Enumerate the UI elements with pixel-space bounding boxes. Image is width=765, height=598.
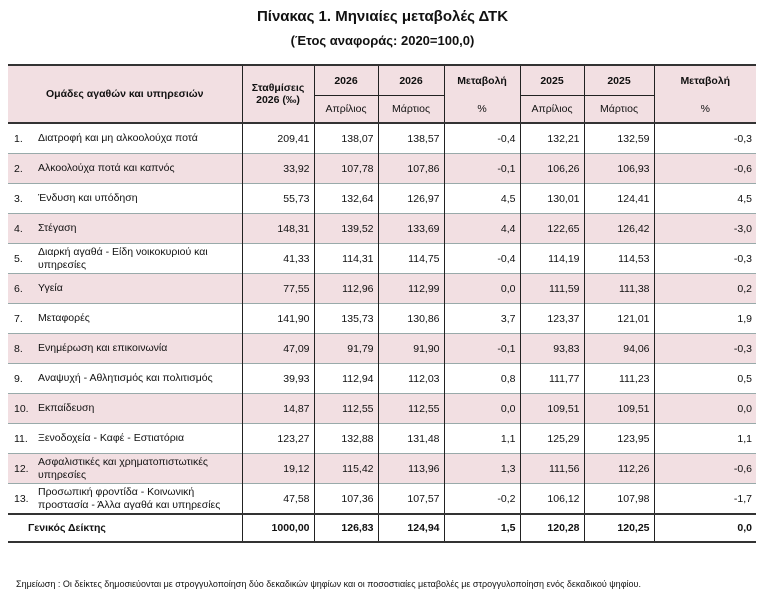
table-row — [8, 364, 756, 394]
row-2025-apr: 114,19 — [520, 244, 584, 274]
header-year-2026-a: 2026 — [314, 65, 378, 96]
table-row — [8, 334, 756, 364]
row-change-2026: -0,1 — [444, 334, 520, 364]
row-index: 2. — [8, 154, 36, 184]
row-index: 9. — [8, 364, 36, 394]
total-2026-apr: 126,83 — [314, 514, 378, 542]
header-groups: Ομάδες αγαθών και υπηρεσιών — [8, 65, 242, 123]
row-index: 3. — [8, 184, 36, 214]
row-2026-apr: 112,96 — [314, 274, 378, 304]
row-2025-apr: 111,59 — [520, 274, 584, 304]
row-weight: 47,09 — [242, 334, 314, 364]
row-weight: 19,12 — [242, 454, 314, 484]
table-subtitle: (Έτος αναφοράς: 2020=100,0) — [290, 33, 475, 48]
row-weight: 148,31 — [242, 214, 314, 244]
row-change-2025: -0,6 — [654, 154, 756, 184]
footnote: Σημείωση : Οι δείκτες δημοσιεύονται με στρογγυλοποίηση δύο δεκαδικών ψηφίων και οι ποσοστιαίες μεταβολές με στρογγυλοποίηση ενός δεκαδικού ψηφίου. — [16, 579, 641, 589]
header-weights: Σταθμίσεις 2026 (‰) — [242, 65, 314, 123]
row-2025-apr: 111,77 — [520, 364, 584, 394]
row-group-name: Ενημέρωση και επικοινωνία — [36, 334, 242, 364]
row-group-name: Υγεία — [36, 274, 242, 304]
row-2026-mar: 112,99 — [378, 274, 444, 304]
row-change-2026: -0,1 — [444, 154, 520, 184]
row-2026-apr: 91,79 — [314, 334, 378, 364]
table-row — [8, 123, 756, 154]
row-2026-apr: 114,31 — [314, 244, 378, 274]
row-group-name: Διατροφή και μη αλκοολούχα ποτά — [36, 123, 242, 154]
row-group-name: Προσωπική φροντίδα - Κοινωνική προστασία - Άλλα αγαθά και υπηρεσίες — [36, 484, 242, 515]
row-2025-apr: 106,12 — [520, 484, 584, 515]
table-row — [8, 484, 756, 515]
row-weight: 33,92 — [242, 154, 314, 184]
table-title: Πίνακας 1. Μηνιαίες μεταβολές ΔΤΚ — [256, 8, 509, 25]
table-row — [8, 274, 756, 304]
row-change-2026: -0,4 — [444, 244, 520, 274]
row-change-2025: -0,3 — [654, 244, 756, 274]
total-weight: 1000,00 — [242, 514, 314, 542]
row-2026-apr: 139,52 — [314, 214, 378, 244]
total-change-2025: 0,0 — [654, 514, 756, 542]
row-2025-apr: 106,26 — [520, 154, 584, 184]
header-change-2: Μεταβολή — [654, 65, 756, 96]
header-year-2025-b: 2025 — [584, 65, 654, 96]
row-2025-mar: 111,38 — [584, 274, 654, 304]
row-index: 1. — [8, 123, 36, 154]
row-2025-apr: 109,51 — [520, 394, 584, 424]
row-index: 12. — [8, 454, 36, 484]
row-change-2026: 0,0 — [444, 394, 520, 424]
row-group-name: Αναψυχή - Αθλητισμός και πολιτισμός — [36, 364, 242, 394]
row-2025-apr: 125,29 — [520, 424, 584, 454]
row-2025-apr: 93,83 — [520, 334, 584, 364]
header-month-mar-2026: Μάρτιος — [378, 96, 444, 124]
row-2025-mar: 107,98 — [584, 484, 654, 515]
row-weight: 39,93 — [242, 364, 314, 394]
table-row — [8, 424, 756, 454]
row-2026-mar: 112,55 — [378, 394, 444, 424]
row-2025-apr: 122,65 — [520, 214, 584, 244]
header-year-2026-b: 2026 — [378, 65, 444, 96]
row-change-2025: 1,1 — [654, 424, 756, 454]
row-change-2026: 1,1 — [444, 424, 520, 454]
row-2025-mar: 126,42 — [584, 214, 654, 244]
row-change-2025: 4,5 — [654, 184, 756, 214]
row-change-2025: 0,0 — [654, 394, 756, 424]
row-weight: 141,90 — [242, 304, 314, 334]
row-change-2025: 1,9 — [654, 304, 756, 334]
row-2026-apr: 107,78 — [314, 154, 378, 184]
row-2026-mar: 126,97 — [378, 184, 444, 214]
row-weight: 209,41 — [242, 123, 314, 154]
row-index: 6. — [8, 274, 36, 304]
row-index: 4. — [8, 214, 36, 244]
row-index: 11. — [8, 424, 36, 454]
row-2025-mar: 114,53 — [584, 244, 654, 274]
header-pct-2: % — [654, 96, 756, 124]
row-2026-mar: 91,90 — [378, 334, 444, 364]
total-change-2026: 1,5 — [444, 514, 520, 542]
row-change-2025: 0,2 — [654, 274, 756, 304]
row-group-name: Ασφαλιστικές και χρηματοπιστωτικές υπηρεσίες — [36, 454, 242, 484]
row-change-2025: -1,7 — [654, 484, 756, 515]
total-label: Γενικός Δείκτης — [8, 514, 242, 542]
row-2026-mar: 133,69 — [378, 214, 444, 244]
row-index: 10. — [8, 394, 36, 424]
table-row — [8, 184, 756, 214]
row-2026-apr: 115,42 — [314, 454, 378, 484]
row-2026-mar: 131,48 — [378, 424, 444, 454]
header-year-2025-a: 2025 — [520, 65, 584, 96]
row-2025-mar: 124,41 — [584, 184, 654, 214]
row-index: 7. — [8, 304, 36, 334]
row-change-2026: 4,5 — [444, 184, 520, 214]
row-2025-apr: 111,56 — [520, 454, 584, 484]
row-2026-mar: 112,03 — [378, 364, 444, 394]
table-row — [8, 154, 756, 184]
row-2026-apr: 132,88 — [314, 424, 378, 454]
total-2026-mar: 124,94 — [378, 514, 444, 542]
row-change-2026: 1,3 — [444, 454, 520, 484]
row-change-2026: 0,0 — [444, 274, 520, 304]
row-2026-apr: 112,55 — [314, 394, 378, 424]
row-2025-mar: 121,01 — [584, 304, 654, 334]
row-group-name: Μεταφορές — [36, 304, 242, 334]
cpi-table — [8, 64, 756, 543]
row-2026-apr: 135,73 — [314, 304, 378, 334]
total-2025-mar: 120,25 — [584, 514, 654, 542]
row-2025-mar: 111,23 — [584, 364, 654, 394]
header-pct-1: % — [444, 96, 520, 124]
row-2026-apr: 107,36 — [314, 484, 378, 515]
row-2026-mar: 138,57 — [378, 123, 444, 154]
row-2026-mar: 130,86 — [378, 304, 444, 334]
row-2026-apr: 138,07 — [314, 123, 378, 154]
row-2026-mar: 113,96 — [378, 454, 444, 484]
row-change-2026: -0,4 — [444, 123, 520, 154]
header-month-apr-2026: Απρίλιος — [314, 96, 378, 124]
row-change-2026: -0,2 — [444, 484, 520, 515]
total-2025-apr: 120,28 — [520, 514, 584, 542]
row-group-name: Διαρκή αγαθά - Είδη νοικοκυριού και υπηρεσίες — [36, 244, 242, 274]
row-weight: 55,73 — [242, 184, 314, 214]
row-2026-mar: 114,75 — [378, 244, 444, 274]
row-2025-mar: 132,59 — [584, 123, 654, 154]
row-change-2025: -3,0 — [654, 214, 756, 244]
row-2026-mar: 107,57 — [378, 484, 444, 515]
row-change-2025: -0,3 — [654, 334, 756, 364]
row-weight: 41,33 — [242, 244, 314, 274]
row-2025-mar: 112,26 — [584, 454, 654, 484]
row-weight: 14,87 — [242, 394, 314, 424]
header-month-mar-2025: Μάρτιος — [584, 96, 654, 124]
row-group-name: Εκπαίδευση — [36, 394, 242, 424]
row-weight: 123,27 — [242, 424, 314, 454]
table-row — [8, 214, 756, 244]
total-row — [8, 514, 756, 542]
row-2026-mar: 107,86 — [378, 154, 444, 184]
row-2026-apr: 112,94 — [314, 364, 378, 394]
row-weight: 77,55 — [242, 274, 314, 304]
row-index: 8. — [8, 334, 36, 364]
header-month-apr-2025: Απρίλιος — [520, 96, 584, 124]
row-change-2026: 4,4 — [444, 214, 520, 244]
row-2026-apr: 132,64 — [314, 184, 378, 214]
header-change-1: Μεταβολή — [444, 65, 520, 96]
row-group-name: Στέγαση — [36, 214, 242, 244]
row-change-2025: 0,5 — [654, 364, 756, 394]
row-2025-mar: 106,93 — [584, 154, 654, 184]
row-weight: 47,58 — [242, 484, 314, 515]
row-index: 5. — [8, 244, 36, 274]
row-2025-mar: 109,51 — [584, 394, 654, 424]
row-change-2025: -0,6 — [654, 454, 756, 484]
row-group-name: Αλκοολούχα ποτά και καπνός — [36, 154, 242, 184]
table-body — [8, 123, 756, 542]
table-row — [8, 454, 756, 484]
table-row — [8, 244, 756, 274]
row-2025-mar: 123,95 — [584, 424, 654, 454]
row-2025-apr: 130,01 — [520, 184, 584, 214]
table-row — [8, 394, 756, 424]
row-change-2026: 3,7 — [444, 304, 520, 334]
row-group-name: Ένδυση και υπόδηση — [36, 184, 242, 214]
row-change-2025: -0,3 — [654, 123, 756, 154]
row-group-name: Ξενοδοχεία - Καφέ - Εστιατόρια — [36, 424, 242, 454]
table-row — [8, 304, 756, 334]
row-change-2026: 0,8 — [444, 364, 520, 394]
row-2025-apr: 132,21 — [520, 123, 584, 154]
row-2025-mar: 94,06 — [584, 334, 654, 364]
row-2025-apr: 123,37 — [520, 304, 584, 334]
row-index: 13. — [8, 484, 36, 515]
